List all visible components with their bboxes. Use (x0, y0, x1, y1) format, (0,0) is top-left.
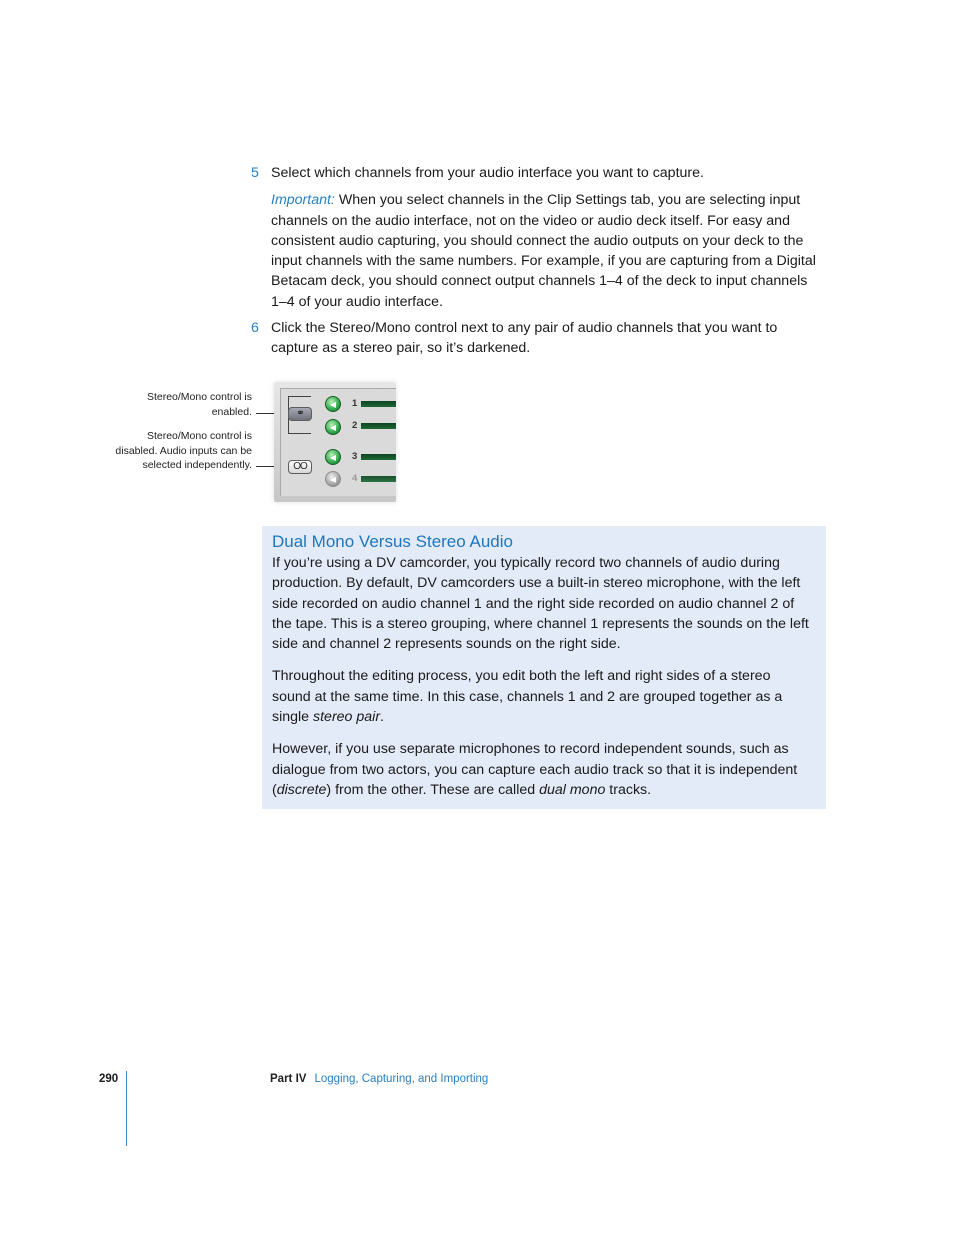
step-number: 5 (251, 165, 259, 181)
important-text: When you select channels in the Clip Settings tab, you are selecting input channels on the audio interface, not on the video or audio deck itself. For easy and consistent audio capturing, you should connect the audio outputs on your deck to the input channels with the same numbers. For example, if you are capturing from a Digital Betacam deck, you should connect output channels 1–4 of the deck to input channels 1–4 of your audio interface. (271, 192, 816, 310)
page-number: 290 (99, 1073, 119, 1085)
channel-2-meter (361, 423, 396, 429)
step-number: 6 (251, 320, 259, 336)
footer-section (270, 1073, 488, 1085)
channel-2-speaker-icon[interactable]: ◀ (325, 419, 341, 435)
channel-4-speaker-icon[interactable]: ◀ (325, 471, 341, 487)
stereo-mono-toggle-disabled[interactable]: OO (288, 460, 312, 474)
callout-enabled: Stereo/Mono control is enabled. (146, 391, 252, 418)
footer-part-title: Logging, Capturing, and Importing (314, 1073, 489, 1085)
channel-1-meter (361, 401, 396, 407)
callout-disabled: Stereo/Mono control is disabled. Audio inputs can be selected independently. (115, 430, 252, 472)
channel-1-speaker-icon[interactable]: ◀ (325, 396, 341, 412)
channel-3-speaker-icon[interactable]: ◀ (325, 449, 341, 465)
channel-label: 4 (352, 473, 358, 484)
channel-3-meter (361, 454, 396, 460)
step-text: Select which channels from your audio interface you want to capture. (271, 165, 704, 181)
stereo-mono-toggle-enabled[interactable]: ⚭ (288, 407, 312, 421)
important-label: Important: (271, 192, 335, 209)
channel-label: 3 (352, 451, 358, 462)
step-6 (251, 318, 826, 359)
important-note (271, 190, 826, 312)
sidebar-paragraph: However, if you use separate microphones to record independent sounds, such as dialogue from two actors, you can capture each audio track so that it is independent (discrete) from the other. These are called dual mono tracks. (272, 741, 798, 798)
footer-part-label: Part IV (270, 1073, 307, 1085)
channel-label: 1 (352, 398, 358, 409)
sidebar-heading: Dual Mono Versus Stereo Audio (272, 532, 513, 551)
sidebar-panel (262, 526, 826, 809)
sidebar-paragraph: Throughout the editing process, you edit both the left and right sides of a stereo sound at the same time. In this case, channels 1 and 2 are grouped together as a single stereo pair. (272, 668, 783, 726)
audio-channel-controls-screenshot (274, 382, 396, 502)
channel-4-meter (361, 476, 396, 482)
sidebar-paragraph: If you’re using a DV camcorder, you typically record two channels of audio during production. By default, DV camcorders use a built-in stereo microphone, with the left side recorded on audio channel 1 and the right side recorded on audio channel 2 of the tape. This is a stereo grouping, where channel 1 represents the sounds on the left side and channel 2 represents sounds on the right side. (272, 555, 809, 653)
step-text: Click the Stereo/Mono control next to any pair of audio channels that you want to capture as a stereo pair, so it’s darkened. (271, 320, 778, 357)
step-5 (251, 163, 826, 312)
channel-label: 2 (352, 420, 358, 431)
footer-divider (126, 1071, 127, 1146)
